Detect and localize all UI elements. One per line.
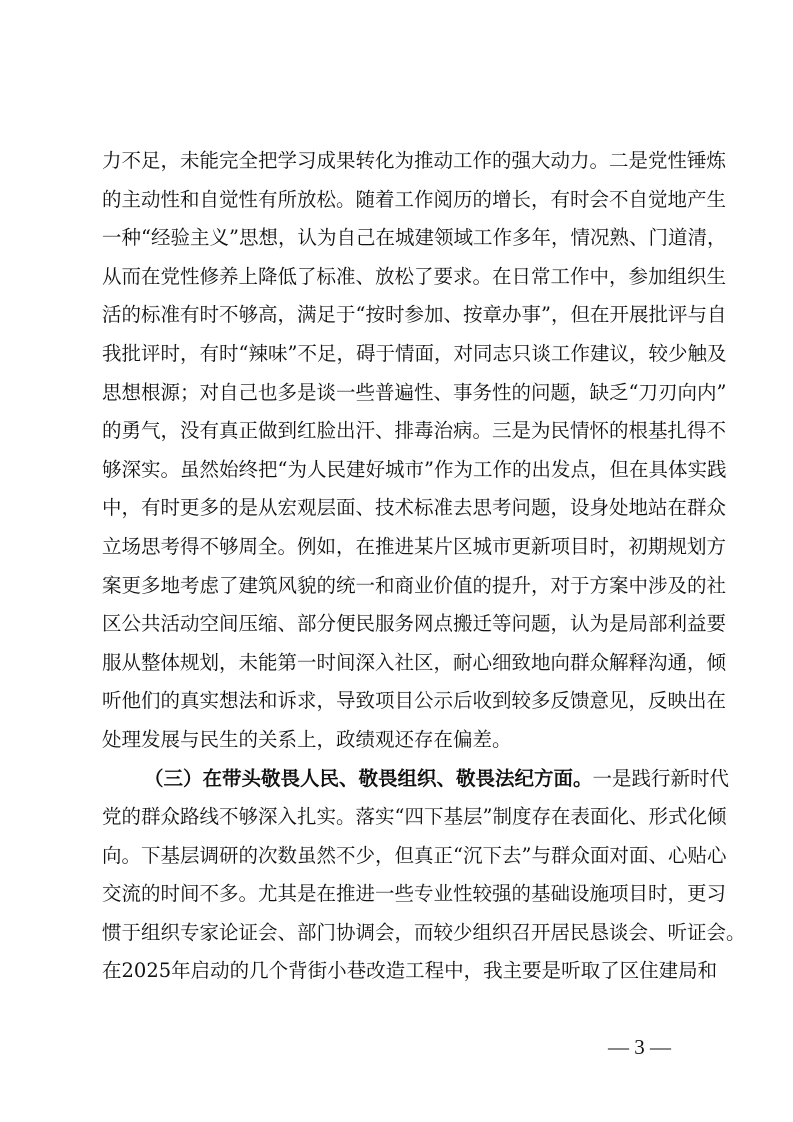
text-line-14: 服从整体规划，未能第一时间深入社区，耐心细致地向群众解释沟通，倾 — [102, 650, 727, 674]
text-line-13: 区公共活动空间压缩、部分便民服务网点搬迁等问题，认为是局部利益要 — [102, 612, 727, 636]
section-line-2: 向。下基层调研的次数虽然不少，但真正“沉下去”与群众面对面、心贴心 — [102, 843, 727, 867]
text-line-7: 思想根源；对自己也多是谈一些普遍性、事务性的问题，缺乏“刀刃向内” — [102, 380, 727, 404]
section-line-5: 在2025年启动的几个背街小巷改造工程中，我主要是听取了区住建局和 — [102, 959, 718, 983]
section-heading-rest: 一是践行新时代 — [592, 766, 730, 790]
section-line-4: 惯于组织专家论证会、部门协调会，而较少组织召开居民恳谈会、听证会。 — [102, 920, 746, 944]
text-line-11: 立场思考得不够周全。例如，在推进某片区城市更新项目时，初期规划方 — [102, 534, 727, 558]
text-line-3: 一种“经验主义”思想，认为自己在城建领域工作多年，情况熟、门道清， — [102, 226, 727, 250]
section-heading: （三）在带头敬畏人民、敬畏组织、敬畏法纪方面。 — [144, 766, 593, 790]
text-line-4: 从而在党性修养上降低了标准、放松了要求。在日常工作中，参加组织生 — [102, 264, 727, 288]
section-heading-line — [102, 760, 730, 799]
section-line-3: 交流的时间不多。尤其是在推进一些专业性较强的基础设施项目时，更习 — [102, 882, 727, 906]
page-number: — 3 — — [608, 1035, 671, 1059]
section-line-1: 党的群众路线不够深入扎实。落实“四下基层”制度存在表面化、形式化倾 — [102, 805, 727, 829]
text-line-15: 听他们的真实想法和诉求，导致项目公示后收到较多反馈意见，反映出在 — [102, 689, 727, 713]
text-line-9: 够深实。虽然始终把“为人民建好城市”作为工作的出发点，但在具体实践 — [102, 457, 727, 481]
text-line-12: 案更多地考虑了建筑风貌的统一和商业价值的提升，对于方案中涉及的社 — [102, 573, 727, 597]
text-line-5: 活的标准有时不够高，满足于“按时参加、按章办事”，但在开展批评与自 — [102, 303, 727, 327]
text-line-16: 处理发展与民生的关系上，政绩观还存在偏差。 — [102, 727, 512, 751]
text-line-6: 我批评时，有时“辣味”不足，碍于情面，对同志只谈工作建议，较少触及 — [102, 341, 727, 365]
text-line-1: 力不足，未能完全把学习成果转化为推动工作的强大动力。二是党性锤炼 — [102, 149, 727, 172]
text-line-10: 中，有时更多的是从宏观层面、技术标准去思考问题，设身处地站在群众 — [102, 496, 727, 520]
body-text — [102, 142, 746, 991]
text-line-8: 的勇气，没有真正做到红脸出汗、排毒治病。三是为民情怀的根基扎得不 — [102, 419, 727, 443]
text-line-2: 的主动性和自觉性有所放松。随着工作阅历的增长，有时会不自觉地产生 — [102, 187, 727, 211]
